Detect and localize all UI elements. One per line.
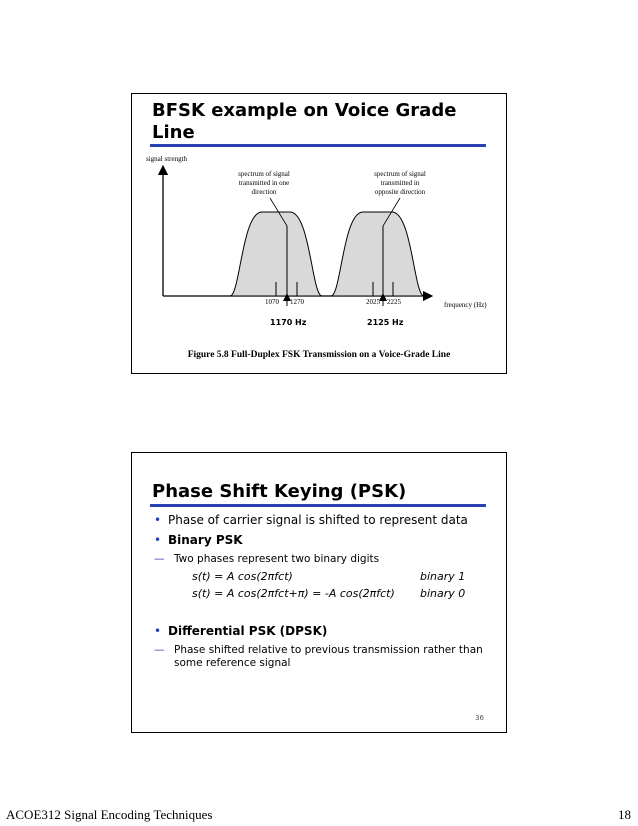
footer-course-title: ACOE312 Signal Encoding Techniques [6, 807, 213, 822]
sub-bullet-dash: — [154, 553, 165, 565]
annotation-right-line2: transmitted in [380, 179, 420, 187]
bullet-item: • Phase of carrier signal is shifted to represent data [154, 513, 468, 527]
formula-binary-0: s(t) = A cos(2πfᴄt+π) = -A cos(2πfᴄt) binary 0 [192, 587, 466, 600]
tick-label-2225: 2225 [387, 298, 401, 306]
tick-label-1270: 1270 [290, 298, 304, 306]
slide-title: BFSK example on Voice Grade Line [152, 100, 457, 143]
formula-label: binary 0 [420, 587, 466, 600]
annotation-left-line2: transmitted in one [238, 179, 290, 187]
bullet-item: • Differential PSK (DPSK) [154, 624, 328, 638]
annotation-right-line1: spectrum of signal [374, 170, 426, 178]
annotation-right-line3: opposite direction [374, 188, 426, 196]
bullet-dot: • [154, 533, 162, 547]
spectrum-right [331, 212, 424, 296]
bullet-dot: • [154, 513, 162, 527]
slide-psk [131, 452, 507, 733]
sub-bullet-item: — Two phases represent two binary digits [154, 553, 380, 565]
annotation-left-line1: spectrum of signal [238, 170, 290, 178]
bfsk-figure [132, 94, 506, 373]
sub-bullet-dash: — [154, 644, 165, 656]
figure-caption: Figure 5.8 Full-Duplex FSK Transmission on a Voice-Grade Line [187, 350, 451, 360]
annotation-left-line3: direction [251, 188, 277, 196]
bullet-dot: • [154, 624, 162, 638]
slide-bfsk [131, 93, 507, 374]
slide-title: Phase Shift Keying (PSK) [152, 481, 407, 502]
y-axis-label: signal strength [146, 155, 188, 163]
center-freq-left: 1170 Hz [270, 318, 307, 327]
formula-binary-1: s(t) = A cos(2πfᴄt) binary 1 [192, 570, 466, 583]
slide-number: 36 [475, 714, 484, 722]
formula-label: binary 1 [420, 570, 466, 583]
sub-bullet-item: — Phase shifted relative to previous transmission rather than some reference signal [154, 644, 483, 669]
tick-label-1070: 1070 [265, 298, 279, 306]
bullet-list [154, 513, 494, 672]
footer-page-number: 18 [618, 807, 631, 822]
tick-label-2025: 2025 [366, 298, 380, 306]
x-axis-label: frequency (Hz) [444, 301, 487, 309]
bullet-item: • Binary PSK [154, 533, 243, 547]
title-underline [150, 504, 486, 507]
center-freq-right: 2125 Hz [367, 318, 404, 327]
